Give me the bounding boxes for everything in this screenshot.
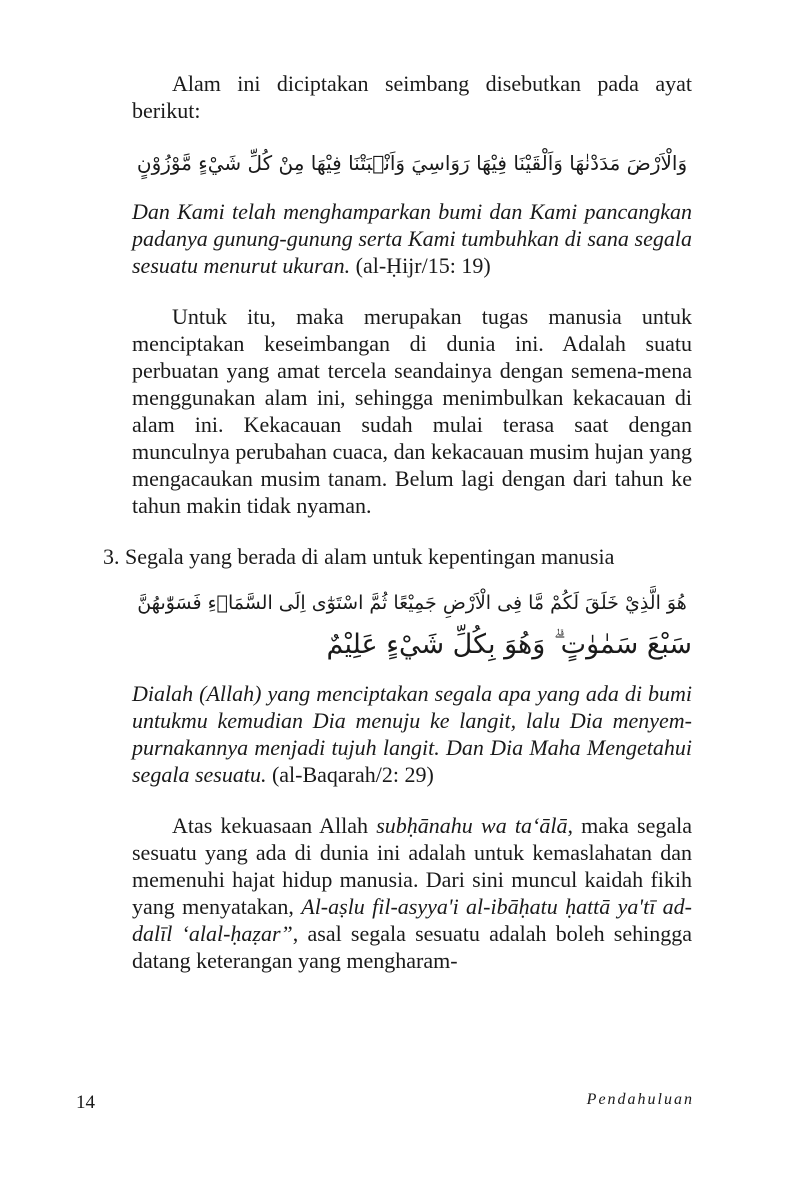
text-run: , maka segala sesuatu yang ada di dunia ini adalah untuk kemaslahatan dan memenuhi hajat hidup manusia. Dari sini muncul kaidah fikih yang menyatakan,	[132, 813, 693, 919]
ayah-al-baqarah-arabic-line1: هُوَ الَّذِيْ خَلَقَ لَكُمْ مَّا فِى الْاَرْضِ جَمِيْعًا ثُمَّ اسْتَوٰٓى اِلَى السَّمَاۤءِ فَسَوّٰىهُنَّ	[137, 592, 687, 614]
running-footer: Pendahuluan	[586, 1091, 694, 1108]
page-body	[103, 70, 693, 974]
ayah-al-baqarah-arabic-line2: سَبْعَ سَمٰوٰتٍ ۗ وَهُوَ بِكُلِّ شَيْءٍ عَلِيْمٌ	[326, 629, 692, 660]
balance-paragraph: Untuk itu, maka merupakan tugas manusia untuk menciptakan keseimbangan di dunia ini. Adalah suatu perbuatan yang amat tercela seandainya dengan semena-mena menggunakan alam ini, sehingga menimbulkan kekacauan di alam ini. Kekacauan sudah mulai terasa saat dengan munculnya perubahan cuaca, dan kekacauan musim hujan yang mengacaukan musim tanam. Belum lagi dengan dari tahun ke tahun makin tidak nyaman.	[132, 304, 692, 518]
translation-text: Dan Kami telah menghamparkan bumi dan Kami pancangkan padanya gunung-gunung serta Kami tumbuhkan di sana segala sesuatu menurut ukuran.	[132, 199, 692, 278]
text-run-italic: Al-aṣlu fil-asyya'i al-ibāḥatu ḥattā ya'tī ad-dalīl ‘alal-ḥaẓar”	[132, 894, 692, 946]
closing-paragraph	[132, 812, 692, 974]
text-run: Atas kekuasaan Allah	[172, 813, 377, 838]
verse-reference: (al-Ḥijr/15: 19)	[355, 253, 491, 278]
list-item-3: 3. Segala yang berada di alam untuk kepentingan manusia	[103, 544, 615, 569]
verse-reference: (al-Baqarah/2: 29)	[271, 762, 434, 787]
translation-al-baqarah	[132, 680, 692, 788]
intro-paragraph: Alam ini diciptakan seimbang disebutkan pada ayat berikut:	[132, 71, 692, 123]
ayah-al-hijr-arabic: وَالْاَرْضَ مَدَدْنٰهَا وَاَلْقَيْنَا فِيْهَا رَوَاسِيَ وَاَنْۢبَتْنَا فِيْهَا مِنْ كُلِّ شَيْءٍ مَّوْزُوْنٍ	[136, 151, 688, 175]
translation-text: Dialah (Allah) yang menciptakan segala apa yang ada di bumi untukmu kemudian Dia menuju ke langit, lalu Dia menyem-purnakannya menjadi tujuh langit. Dan Dia Maha Mengetahui segala sesuatu.	[132, 681, 692, 787]
page-number: 14	[76, 1092, 95, 1113]
text-run: , asal segala sesuatu adalah boleh sehingga datang keterangan yang mengharam-	[132, 921, 693, 973]
translation-al-hijr	[132, 198, 692, 279]
text-run-italic: subḥānahu wa ta‘ālā	[376, 813, 568, 838]
